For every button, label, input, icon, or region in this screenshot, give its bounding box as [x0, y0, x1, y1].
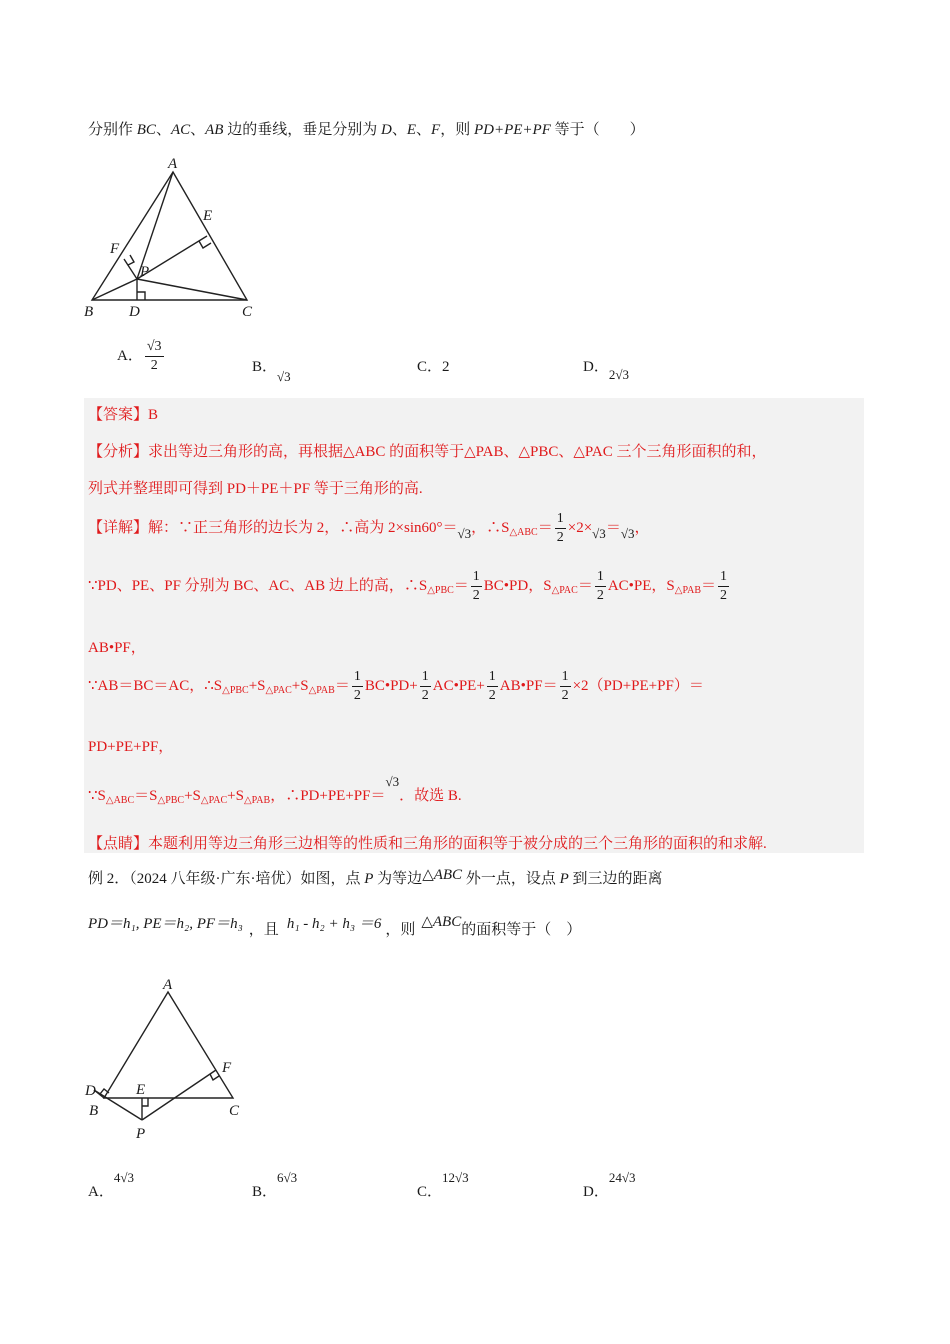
option-value: 2 — [442, 359, 450, 375]
detail-text: ＝ — [453, 577, 469, 594]
detail-text: +S — [248, 677, 266, 694]
detail-text: ×2（PD+PE+PF）＝ — [572, 677, 704, 694]
label-e: E — [136, 1082, 146, 1098]
label-f: F — [222, 1060, 232, 1076]
detail-text: AC•PE+ — [432, 677, 485, 694]
option-label: A． — [117, 347, 143, 364]
label-p: P — [140, 264, 150, 280]
q1-stem — [88, 118, 645, 139]
segment-cp — [137, 279, 247, 300]
q1-option-b[interactable] — [252, 355, 291, 384]
q2-option-a[interactable] — [88, 1170, 134, 1201]
stem-var: PD+PE+PF — [473, 122, 551, 138]
right-angle-mark-f — [210, 1074, 219, 1080]
detail-line-1 — [88, 512, 649, 545]
subscript: △PAB — [308, 684, 335, 696]
q2-option-b[interactable] — [252, 1170, 298, 1201]
fraction-numerator: 1 — [471, 570, 482, 587]
option-coef: 6 — [277, 1170, 284, 1185]
fraction-numerator: 1 — [718, 570, 729, 587]
detail-line-3: AB•PF， — [88, 640, 146, 656]
label-e: E — [203, 208, 213, 224]
stem-var: △ABC — [421, 914, 462, 930]
detail-text: ＝ — [577, 577, 593, 594]
analysis-line-2: 列式并整理即可得到 PD＋PE＋PF 等于三角形的高. — [88, 481, 423, 497]
fraction-denominator: 2 — [488, 688, 496, 703]
subscript: △PBC — [157, 795, 185, 806]
stem-var: BC — [136, 122, 156, 138]
option-radical: √3 — [120, 1170, 134, 1185]
option-radical: √3 — [615, 367, 629, 382]
fraction-denominator: 2 — [353, 688, 361, 703]
detail-line-4 — [88, 670, 704, 703]
stem-var: AB — [205, 122, 224, 138]
detail-text: BC•PD，S — [483, 577, 552, 594]
detail-text: +S — [291, 677, 309, 694]
stem-var: F — [431, 122, 441, 138]
fraction-half — [487, 670, 498, 703]
fraction-denominator: 2 — [556, 530, 564, 545]
q1-option-a[interactable] — [117, 340, 166, 373]
label-d: D — [129, 304, 140, 320]
stem-text: 等于（ ） — [550, 122, 645, 138]
stem-var: P — [364, 871, 374, 887]
option-fraction — [145, 340, 164, 373]
fraction-half — [471, 570, 482, 603]
detail-text: AB•PF＝ — [499, 677, 558, 694]
label-p: P — [136, 1126, 146, 1142]
fraction-numerator: 1 — [555, 512, 566, 529]
equation-sum: h₁ - h₂ + h₃ ＝6 — [286, 916, 382, 932]
triangle-abc — [104, 992, 233, 1098]
detail-text: BC•PD+ — [364, 677, 418, 694]
stem-text: 到三边的距离 — [568, 871, 663, 887]
fraction-denominator: 2 — [561, 688, 569, 703]
detail-text: 解：∵正三角形的边长为 2，∴高为 2×sin60°＝ — [148, 519, 458, 536]
triangle-figure-1 — [80, 150, 280, 325]
q1-option-c[interactable] — [417, 355, 450, 376]
option-label: C． — [417, 359, 443, 375]
right-angle-mark-e — [199, 241, 211, 248]
stem-text: 外一点，设点 — [462, 871, 560, 887]
detail-text: ＝S — [134, 788, 158, 804]
stem-var: △ABC — [422, 867, 463, 883]
fraction-denominator: 2 — [421, 688, 429, 703]
fraction-numerator: 1 — [595, 570, 606, 587]
stem-sep: 、 — [391, 122, 407, 138]
option-label: D． — [583, 359, 609, 375]
subscript: △PAC — [200, 795, 228, 806]
stem-text: ，则 — [385, 922, 416, 938]
fraction-denominator: 2 — [150, 358, 158, 373]
detail-text: +S — [184, 788, 201, 804]
detail-text: ， — [634, 519, 650, 536]
sqrt3: √3 — [592, 525, 606, 541]
detail-tag: 【详解】 — [88, 519, 149, 536]
answer-tag: 【答案】 — [88, 407, 149, 423]
label-b: B — [84, 304, 94, 320]
option-label: B． — [252, 1184, 278, 1200]
fraction-denominator: 2 — [596, 588, 604, 603]
stem-text: 分别作 — [88, 122, 137, 138]
stem-text: ，则 — [440, 122, 474, 138]
detail-text: ∵AB＝BC＝AC，∴S — [88, 677, 223, 694]
subscript: △PAC — [551, 584, 578, 596]
subscript: △ABC — [105, 795, 135, 806]
label-c: C — [242, 304, 253, 320]
analysis-text: 求出等边三角形的高，再根据△ABC 的面积等于△PAB、△PBC、△PAC 三个三角形面积的和， — [148, 444, 767, 460]
option-coef: 12 — [442, 1170, 456, 1185]
detail-text: +S — [227, 788, 244, 804]
comment-line — [88, 832, 767, 853]
detail-line-2 — [88, 570, 731, 603]
q1-option-d[interactable] — [583, 355, 629, 382]
option-coef: 2 — [608, 367, 616, 382]
detail-text: ＝ — [701, 577, 717, 594]
stem-var: E — [406, 122, 417, 138]
segment-ap — [137, 172, 173, 279]
analysis-tag: 【分析】 — [88, 444, 149, 460]
option-label: C． — [417, 1184, 443, 1200]
label-b: B — [89, 1103, 99, 1119]
fraction-numerator: 1 — [487, 670, 498, 687]
fraction-half — [352, 670, 363, 703]
right-angle-mark-d — [137, 292, 145, 300]
detail-text: ＝ — [537, 519, 553, 536]
answer-line — [88, 403, 158, 424]
q2-stem-line-1 — [88, 867, 663, 888]
stem-sep: 、 — [416, 122, 432, 138]
stem-var: D — [380, 122, 392, 138]
detail-text: ，∴PD+PE+PF＝ — [270, 788, 386, 804]
stem-var: AC — [170, 122, 191, 138]
option-radical: √3 — [621, 1170, 636, 1185]
right-angle-mark-e — [142, 1098, 148, 1106]
stem-text: 为等边 — [373, 871, 423, 887]
segment-pd — [94, 1090, 142, 1120]
label-a: A — [168, 156, 178, 172]
detail-text: ∵S — [88, 788, 106, 804]
label-a: A — [163, 977, 173, 993]
fraction-denominator: 2 — [472, 588, 480, 603]
detail-text: ∵PD、PE、PF 分别为 BC、AC、AB 边上的高，∴S — [88, 577, 428, 594]
equation-distances: PD＝h₁, PE＝h₂, PF＝h₃ — [88, 916, 243, 932]
subscript: △PBC — [222, 684, 249, 696]
option-label: A． — [88, 1184, 114, 1200]
detail-text: ×2× — [567, 519, 593, 536]
label-c: C — [229, 1103, 240, 1119]
stem-sep: 、 — [155, 122, 171, 138]
sqrt3: √3 — [620, 525, 635, 541]
fraction-denominator: 2 — [720, 588, 728, 603]
label-d: D — [85, 1083, 96, 1099]
subscript: △PAB — [243, 795, 271, 806]
detail-text: ，∴S — [471, 519, 510, 536]
option-radical: √3 — [283, 1170, 298, 1185]
segment-pf — [124, 259, 137, 279]
detail-text: ．故选 B. — [399, 788, 462, 804]
answer-value: B — [148, 407, 159, 423]
label-f: F — [110, 241, 120, 257]
fraction-numerator: 1 — [560, 670, 571, 687]
detail-line-6 — [88, 774, 462, 806]
comment-tag: 【点睛】 — [88, 836, 149, 852]
q2-option-d[interactable] — [583, 1170, 636, 1201]
comment-text: 本题利用等边三角形三边相等的性质和三角形的面积等于被分成的三个三角形的面积的和求解. — [148, 836, 767, 852]
option-coef: 4 — [113, 1170, 121, 1185]
segment-pf — [142, 1070, 216, 1120]
subscript: △PAB — [674, 584, 701, 596]
option-value: √3 — [277, 369, 291, 384]
fraction-numerator: 1 — [352, 670, 363, 687]
subscript: △ABC — [509, 526, 538, 538]
triangle-abc — [92, 172, 247, 300]
option-coef: 24 — [608, 1170, 622, 1185]
fraction-numerator: 1 — [420, 670, 431, 687]
fraction-numerator: √3 — [145, 340, 164, 357]
fraction-half — [595, 570, 606, 603]
stem-sep: 、 — [190, 122, 206, 138]
sqrt3: √3 — [457, 525, 472, 541]
stem-text: 边的垂线，垂足分别为 — [223, 122, 381, 138]
fraction-half — [420, 670, 431, 703]
detail-text: ＝ — [334, 677, 350, 694]
option-label: B． — [252, 359, 278, 375]
subscript: △PAC — [265, 684, 292, 696]
q2-stem-line-2 — [88, 914, 582, 939]
fraction-half — [555, 512, 566, 545]
stem-text: 的面积等于（ ） — [461, 922, 582, 938]
subscript: △PBC — [427, 584, 454, 596]
detail-line-5: PD+PE+PF， — [88, 739, 174, 755]
triangle-figure-2 — [80, 970, 260, 1145]
analysis-line-1 — [88, 440, 766, 461]
stem-text: ，且 — [248, 922, 279, 938]
stem-var: P — [559, 871, 569, 887]
sqrt3: √3 — [385, 774, 400, 789]
option-label: D． — [583, 1184, 609, 1200]
detail-text: ＝ — [605, 519, 621, 536]
fraction-half — [560, 670, 571, 703]
option-radical: √3 — [455, 1170, 469, 1185]
detail-text: AC•PE，S — [607, 577, 675, 594]
q2-option-c[interactable] — [417, 1170, 469, 1201]
right-angle-mark-f — [128, 255, 134, 265]
fraction-half — [718, 570, 729, 603]
stem-text: 例 2．（2024 八年级·广东·培优）如图，点 — [88, 871, 365, 887]
